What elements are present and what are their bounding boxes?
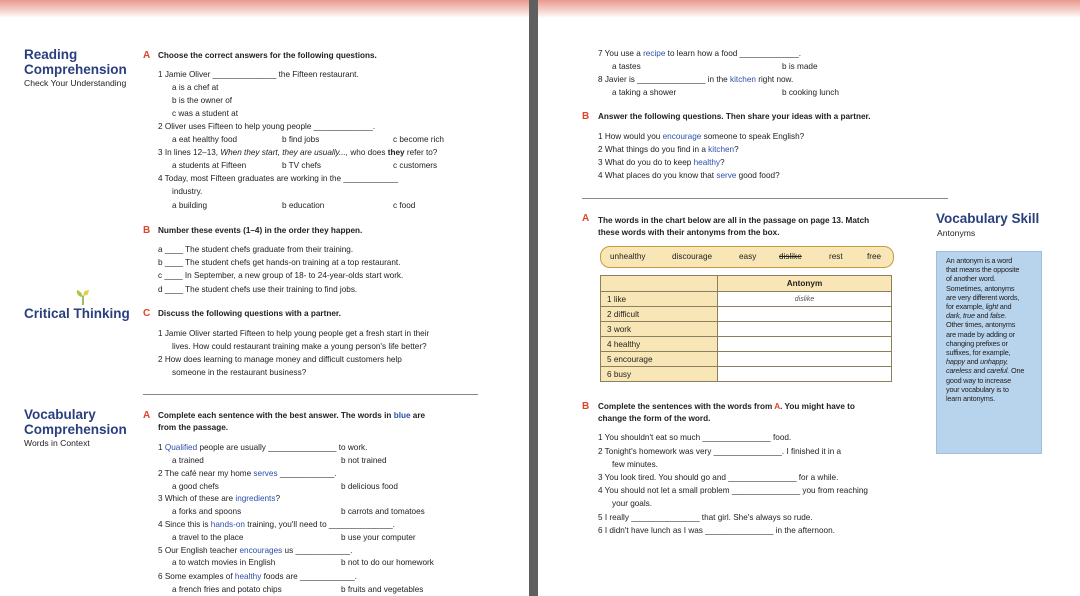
section-title-vocabulary: Vocabulary (24, 407, 96, 422)
answer-option: b TV chefs (282, 161, 321, 170)
section-divider (143, 394, 478, 395)
exercise-heading: The words in the chart below are all in the passage on page 13. Match (598, 216, 870, 225)
question-text: 4 Since this is hands-on training, you'll need to ______________. (158, 520, 395, 529)
event-item: b ____ The student chefs get hands-on training at a top restaurant. (158, 258, 401, 267)
table-row (601, 322, 892, 337)
question-text: 3 In lines 12–13, When they start, they are usually..., who does they refer to? (158, 148, 438, 157)
table-cell-antonym: dislike (718, 292, 892, 307)
question-text: 5 Our English teacher encourages us ____________. (158, 546, 353, 555)
question-text: 4 Today, most Fifteen graduates are working in the ____________ (158, 174, 399, 183)
sentence-item: 2 Tonight's homework was very _______________. I finished it in a (598, 447, 842, 456)
sentence-item: 4 You should not let a small problem _______________ you from reaching (598, 486, 868, 495)
discussion-question: 2 How does learning to manage money and difficult customers help (158, 355, 402, 364)
answer-option: b not to do our homework (341, 558, 434, 567)
discussion-question: 1 Jamie Oliver started Fifteen to help young people get a fresh start in their (158, 329, 430, 338)
table-cell-antonym[interactable] (718, 337, 892, 352)
antonym-tip-box (936, 251, 1042, 454)
antonym-table (600, 275, 892, 382)
exercise-heading: Complete the sentences with the words from A. You might have to (598, 402, 855, 411)
answer-option: b fruits and vegetables (341, 585, 424, 594)
answer-option: a building (172, 201, 208, 210)
page-top-band (538, 0, 1080, 18)
section-title-reading: Reading (24, 47, 78, 62)
answer-option: b is made (782, 62, 818, 71)
exercise-heading: Answer the following questions. Then share your ideas with a partner. (598, 112, 871, 121)
question-text: 7 You use a recipe to learn how a food _____________. (598, 49, 802, 58)
question-text: 2 Oliver uses Fifteen to help young people _____________. (158, 122, 376, 131)
answer-option: c become rich (393, 135, 444, 144)
answer-option: b cooking lunch (782, 88, 839, 97)
discussion-question: 1 How would you encourage someone to speak English? (598, 132, 805, 141)
question-text: 1 Qualified people are usually _______________ to work. (158, 443, 368, 452)
word-box (600, 246, 894, 268)
discussion-question: 2 What things do you find in a kitchen? (598, 145, 739, 154)
page-top-band (0, 0, 529, 18)
answer-option: b is the owner of (172, 96, 233, 105)
section-title-critical-thinking: Critical Thinking (24, 306, 130, 321)
answer-option: b use your computer (341, 533, 416, 542)
exercise-heading: Choose the correct answers for the following questions. (158, 51, 377, 60)
event-item: c ____ In September, a new group of 18- to 24-year-olds start work. (158, 271, 404, 280)
discussion-question: 4 What places do you know that serve good food? (598, 171, 780, 180)
section-title-comprehension-2: Comprehension (24, 422, 127, 437)
sentence-item-cont: few minutes. (612, 460, 658, 469)
section-title-comprehension: Comprehension (24, 62, 127, 77)
word-box-item: free (867, 252, 882, 261)
sentence-item: 5 I really _______________ that girl. She's always so rude. (598, 513, 813, 522)
exercise-label-b: B (582, 401, 590, 412)
exercise-label-b: B (582, 111, 590, 122)
right-page (538, 0, 1080, 596)
tip-text: An antonym is a word that means the opposite of another word. Sometimes, antonyms are very different words, for example, light and dark, true and false. Other times, antonyms are made by adding or changing prefixes or suffixes, for example, happy and unhappy, careless and careful. One good way to increase your vocabulary is to learn antonyms. (946, 256, 1025, 404)
table-header-blank (601, 276, 718, 292)
exercise-label-b: B (143, 225, 151, 236)
table-cell-antonym[interactable] (718, 367, 892, 382)
table-header-row (601, 276, 892, 292)
answer-option: a taking a shower (612, 88, 677, 97)
left-page (0, 0, 529, 596)
answer-option: c customers (393, 161, 438, 170)
table-cell-word: 6 busy (601, 367, 718, 382)
section-title-vocabulary-skill: Vocabulary Skill (936, 211, 1040, 226)
answer-option: a to watch movies in English (172, 558, 276, 567)
word-box-item: easy (739, 252, 757, 261)
exercise-label-a: A (143, 50, 151, 61)
table-cell-word: 3 work (601, 322, 718, 337)
exercise-heading: Discuss the following questions with a partner. (158, 309, 341, 318)
answer-option: b not trained (341, 456, 387, 465)
table-cell-antonym[interactable] (718, 352, 892, 367)
event-item: a ____ The student chefs graduate from their training. (158, 245, 354, 254)
answer-option: a french fries and potato chips (172, 585, 282, 594)
word-box-item: discourage (672, 252, 713, 261)
answer-option: c was a student at (172, 109, 238, 118)
table-row (601, 352, 892, 367)
sentence-item-cont: your goals. (612, 499, 653, 508)
sprout-icon (74, 289, 92, 305)
table-cell-antonym[interactable] (718, 322, 892, 337)
question-text: 6 Some examples of healthy foods are ____________. (158, 572, 357, 581)
question-text: 1 Jamie Oliver ______________ the Fifteen restaurant. (158, 70, 359, 79)
answer-option: a tastes (612, 62, 641, 71)
question-text-cont: industry. (172, 187, 203, 196)
answer-option: b carrots and tomatoes (341, 507, 425, 516)
table-cell-word: 4 healthy (601, 337, 718, 352)
exercise-label-a: A (143, 410, 151, 421)
table-cell-word: 5 encourage (601, 352, 718, 367)
answer-option: b delicious food (341, 482, 398, 491)
question-text: 2 The café near my home serves ____________. (158, 469, 337, 478)
sentence-item: 6 I didn't have lunch as I was _______________ in the afternoon. (598, 526, 835, 535)
exercise-heading-cont: these words with their antonyms from the box. (598, 228, 780, 237)
exercise-heading-cont: from the passage. (158, 423, 229, 432)
section-subtitle: Check Your Understanding (24, 78, 127, 88)
answer-option: a eat healthy food (172, 135, 238, 144)
table-row (601, 307, 892, 322)
discussion-question-cont: lives. How could restaurant training make a young person's life better? (172, 342, 427, 351)
exercise-label-a: A (582, 213, 590, 224)
discussion-question-cont: someone in the restaurant business? (172, 368, 307, 377)
section-divider (582, 198, 948, 199)
table-cell-word: 2 difficult (601, 307, 718, 322)
answer-option: a trained (172, 456, 204, 465)
exercise-heading: Number these events (1–4) in the order they happen. (158, 226, 363, 235)
question-text: 8 Javier is _______________ in the kitchen right now. (598, 75, 794, 84)
word-box-item: rest (829, 252, 843, 261)
discussion-question: 3 What do you do to keep healthy? (598, 158, 725, 167)
answer-option: a students at Fifteen (172, 161, 247, 170)
sentence-item: 1 You shouldn't eat so much _______________ food. (598, 433, 792, 442)
section-subtitle: Words in Context (24, 438, 90, 448)
table-header-antonym: Antonym (718, 276, 892, 292)
word-box-item-used: dislike (779, 252, 802, 261)
table-cell-word: 1 like (601, 292, 718, 307)
answer-option: a travel to the place (172, 533, 244, 542)
event-item: d ____ The student chefs use their training to find jobs. (158, 285, 358, 294)
section-subtitle: Antonyms (937, 228, 976, 238)
table-row (601, 337, 892, 352)
table-row (601, 367, 892, 382)
answer-option: a forks and spoons (172, 507, 242, 516)
answer-option: a good chefs (172, 482, 219, 491)
sentence-item: 3 You look tired. You should go and _______________ for a while. (598, 473, 839, 482)
answer-option: b education (282, 201, 325, 210)
answer-option: a is a chef at (172, 83, 219, 92)
exercise-heading: Complete each sentence with the best answer. The words in blue are (158, 411, 426, 420)
exercise-label-c: C (143, 308, 151, 319)
answer-option: c food (393, 201, 416, 210)
table-row (601, 292, 892, 307)
table-cell-antonym[interactable] (718, 307, 892, 322)
question-text: 3 Which of these are ingredients? (158, 494, 280, 503)
word-box-item: unhealthy (610, 252, 646, 261)
exercise-heading-cont: change the form of the word. (598, 414, 711, 423)
answer-option: b find jobs (282, 135, 320, 144)
